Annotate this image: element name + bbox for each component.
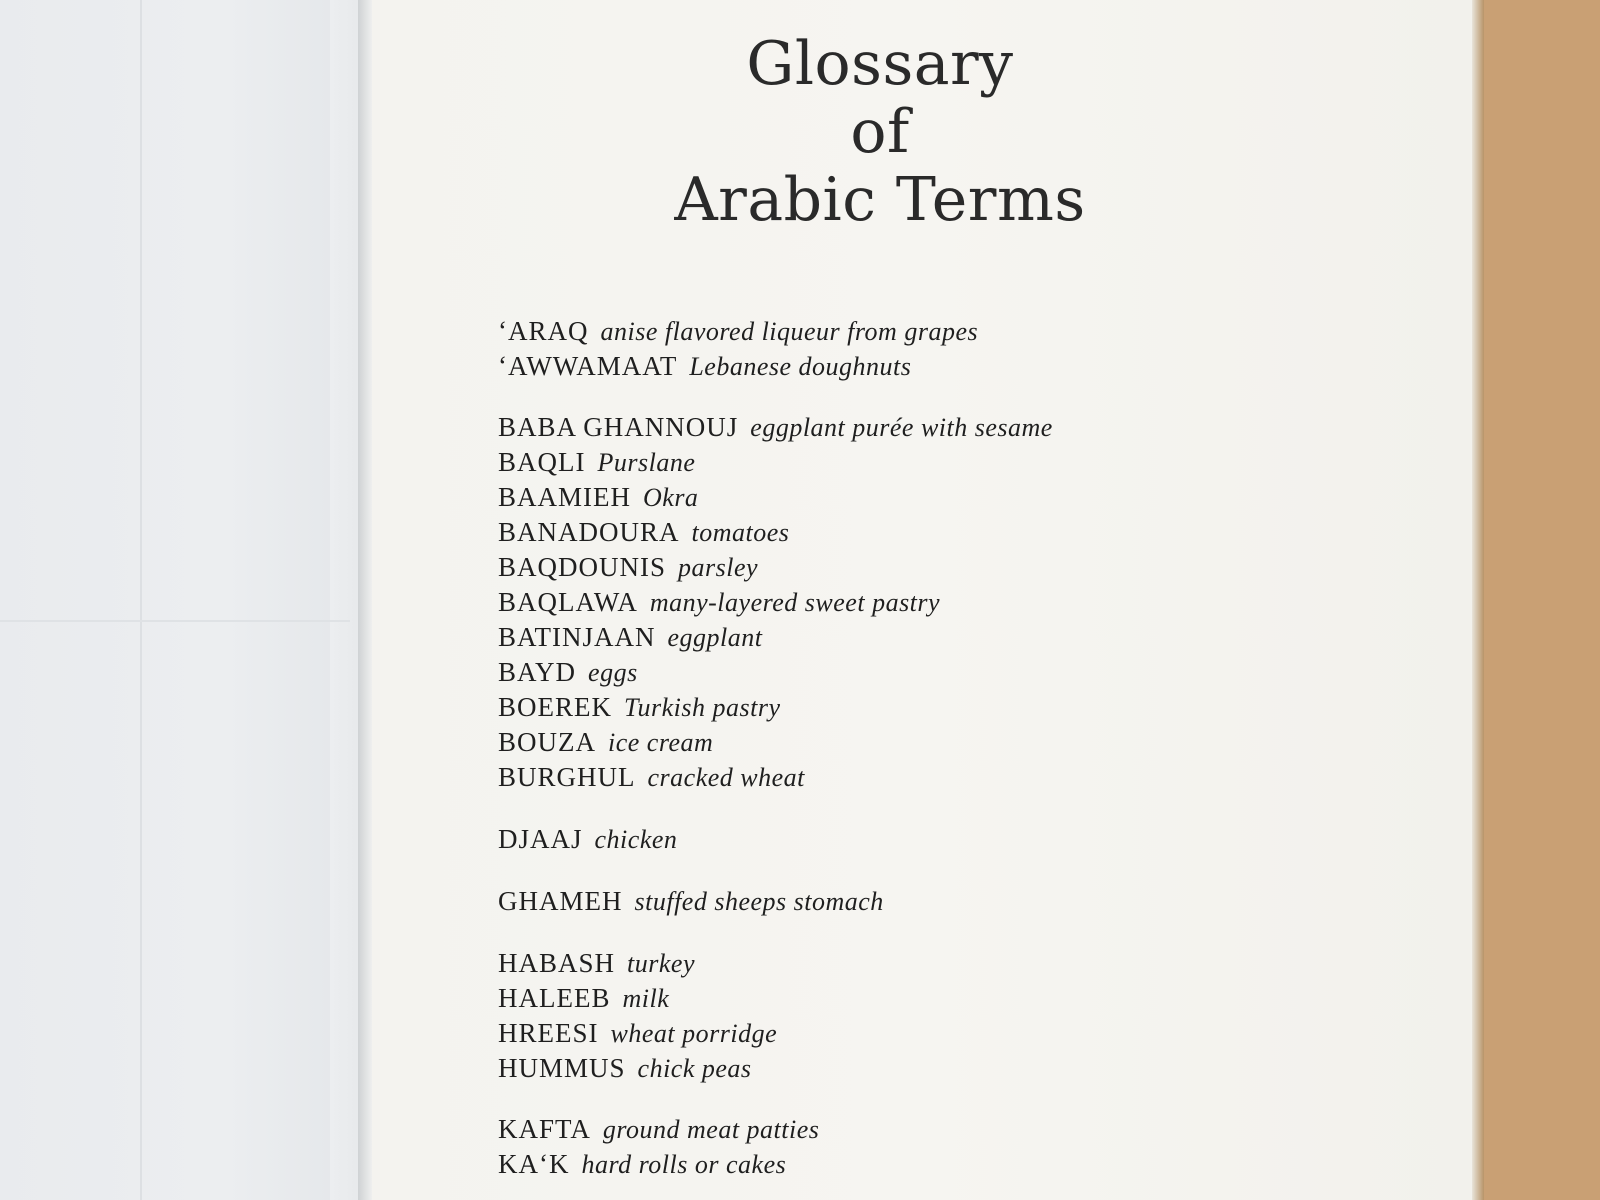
page-edge-right bbox=[1472, 0, 1484, 1200]
entry-definition: chick peas bbox=[637, 1054, 752, 1083]
glossary-entry bbox=[498, 657, 638, 688]
entry-term: BATINJAAN bbox=[498, 622, 656, 652]
entry-term: ‘ARAQ bbox=[498, 316, 589, 346]
glossary-entry bbox=[498, 824, 677, 855]
glossary-entry bbox=[498, 482, 698, 513]
entry-definition: tomatoes bbox=[691, 518, 790, 547]
entry-term: KAFTA bbox=[498, 1114, 591, 1144]
entry-definition: cracked wheat bbox=[647, 763, 805, 792]
entry-term: HUMMUS bbox=[498, 1053, 626, 1083]
page-fold bbox=[140, 0, 142, 1200]
entry-term: BAQLAWA bbox=[498, 587, 638, 617]
entry-definition: eggplant bbox=[667, 623, 763, 652]
entry-term: GHAMEH bbox=[498, 886, 623, 916]
glossary-entry bbox=[498, 1114, 819, 1145]
left-page bbox=[0, 0, 372, 1200]
glossary-entry bbox=[498, 622, 763, 653]
entry-definition: ice cream bbox=[608, 728, 714, 757]
entry-definition: milk bbox=[622, 984, 670, 1013]
entry-term: ‘AWWAMAAT bbox=[498, 351, 678, 381]
glossary-entry bbox=[498, 447, 695, 478]
entry-definition: Turkish pastry bbox=[624, 693, 781, 722]
entry-term: BOEREK bbox=[498, 692, 612, 722]
entry-definition: ground meat patties bbox=[602, 1115, 820, 1144]
glossary-entry bbox=[498, 692, 781, 723]
glossary-entry bbox=[498, 983, 669, 1014]
glossary-entry bbox=[498, 1149, 786, 1180]
entry-definition: Okra bbox=[643, 483, 699, 512]
entry-term: HABASH bbox=[498, 948, 616, 978]
glossary-entry bbox=[498, 762, 805, 793]
glossary-entry bbox=[498, 316, 978, 347]
title-line-1: Glossary bbox=[746, 29, 1014, 99]
entry-term: BABA GHANNOUJ bbox=[498, 412, 739, 442]
glossary-entry bbox=[498, 351, 911, 382]
entry-definition: wheat porridge bbox=[610, 1019, 778, 1048]
glossary-entry bbox=[498, 587, 940, 618]
glossary-entry bbox=[498, 727, 713, 758]
entry-term: BANADOURA bbox=[498, 517, 680, 547]
glossary-entry bbox=[498, 412, 1053, 443]
entry-definition: anise flavored liqueur from grapes bbox=[600, 317, 979, 346]
glossary-entry bbox=[498, 948, 695, 979]
entry-definition: turkey bbox=[627, 949, 695, 978]
page-title bbox=[650, 30, 1110, 234]
glossary-entry bbox=[498, 552, 758, 583]
entry-term: HREESI bbox=[498, 1018, 599, 1048]
entry-term: BURGHUL bbox=[498, 762, 636, 792]
entry-definition: parsley bbox=[678, 553, 759, 582]
title-line-3: Arabic Terms bbox=[674, 165, 1086, 235]
entry-term: BAQLI bbox=[498, 447, 586, 477]
entry-term: BAAMIEH bbox=[498, 482, 631, 512]
entry-term: BAQDOUNIS bbox=[498, 552, 667, 582]
page-edge bbox=[0, 620, 350, 622]
glossary-entry bbox=[498, 1018, 777, 1049]
entry-term: BOUZA bbox=[498, 727, 596, 757]
entry-term: KA‘K bbox=[498, 1149, 570, 1179]
glossary-entry bbox=[498, 517, 789, 548]
entry-definition: eggplant purée with sesame bbox=[750, 413, 1053, 442]
entry-definition: Lebanese doughnuts bbox=[689, 352, 912, 381]
entry-definition: eggs bbox=[588, 658, 638, 687]
entry-term: HALEEB bbox=[498, 983, 611, 1013]
entry-definition: many-layered sweet pastry bbox=[649, 588, 941, 617]
entry-definition: chicken bbox=[594, 825, 678, 854]
entry-term: DJAAJ bbox=[498, 824, 583, 854]
entry-definition: Purslane bbox=[597, 448, 696, 477]
entry-definition: hard rolls or cakes bbox=[581, 1150, 787, 1179]
title-line-2: of bbox=[850, 97, 910, 167]
glossary-entry bbox=[498, 886, 884, 917]
entry-term: BAYD bbox=[498, 657, 577, 687]
glossary-entry bbox=[498, 1053, 752, 1084]
entry-definition: stuffed sheeps stomach bbox=[634, 887, 884, 916]
